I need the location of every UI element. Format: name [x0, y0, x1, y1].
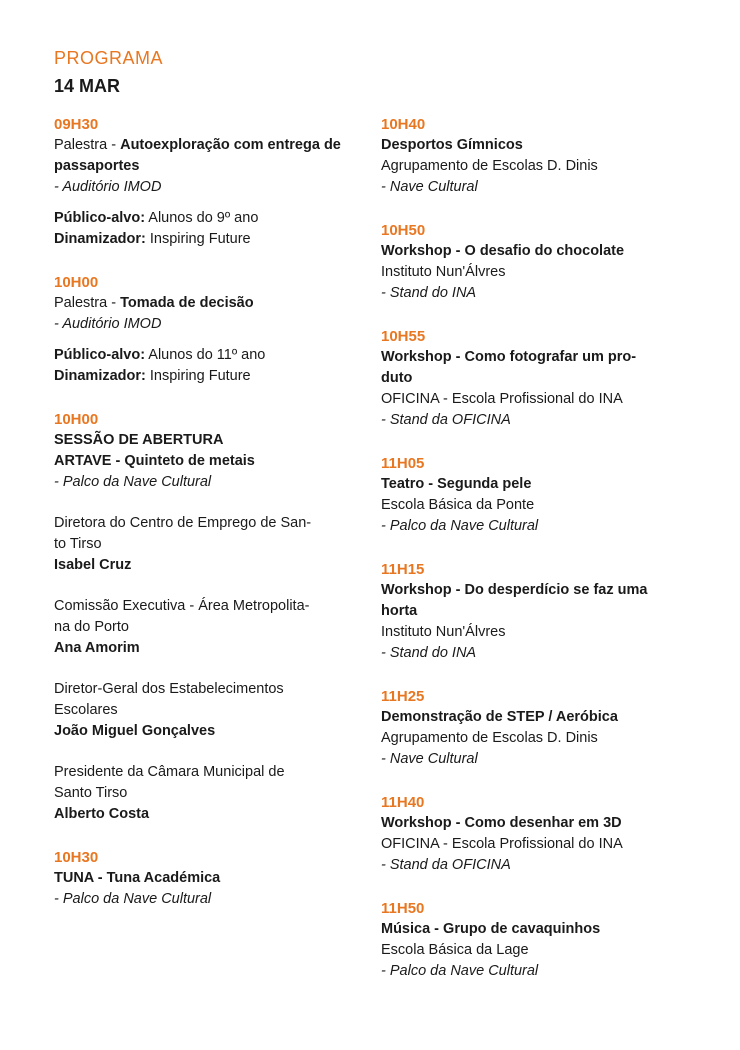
event-time: 10H50 — [381, 222, 426, 239]
event-title-text: Autoexploração com entrega de passaportes — [54, 137, 341, 174]
event-location: - Stand do INA — [381, 645, 477, 661]
event-title: Teatro - Segunda pele — [381, 476, 532, 492]
speaker-role: Diretor-Geral dos Estabelecimentos — [54, 681, 284, 697]
event-title: Workshop - Como fotografar um pro- — [381, 349, 637, 365]
event-title-text: Tomada de decisão — [120, 295, 254, 311]
audience-value: Alunos do 11º ano — [145, 347, 266, 363]
speaker-role: Santo Tirso — [54, 785, 128, 801]
event-0930 — [54, 114, 354, 250]
event-subtitle: ARTAVE - Quinteto de metais — [54, 453, 255, 469]
host-value: Inspiring Future — [145, 231, 251, 247]
speaker-role: Comissão Executiva - Área Metropolita- — [54, 598, 310, 614]
event-org: Instituto Nun'Álvres — [381, 624, 506, 640]
speaker-name: Ana Amorim — [54, 640, 140, 656]
event-type: Palestra - — [54, 295, 121, 311]
event-location: - Stand da OFICINA — [381, 412, 511, 428]
event-location: - Nave Cultural — [381, 179, 478, 195]
event-1000-palestra — [54, 272, 354, 387]
speaker-role: to Tirso — [54, 536, 102, 552]
event-org: Instituto Nun'Álvres — [381, 264, 506, 280]
event-location: - Nave Cultural — [381, 751, 478, 767]
event-1050 — [381, 220, 686, 304]
event-org: Escola Básica da Ponte — [381, 497, 535, 513]
host-label: Dinamizador: — [54, 368, 146, 384]
event-title: SESSÃO DE ABERTURA — [54, 432, 224, 448]
event-type: Palestra - — [54, 137, 121, 153]
event-info — [54, 208, 354, 250]
event-1105 — [381, 453, 686, 537]
event-title: Desportos Gímnicos — [381, 137, 523, 153]
event-title — [54, 135, 354, 177]
event-title: Workshop - Como desenhar em 3D — [381, 815, 622, 831]
speaker-name: João Miguel Gonçalves — [54, 723, 216, 739]
left-column — [54, 114, 354, 932]
event-1040 — [381, 114, 686, 198]
event-location: - Palco da Nave Cultural — [54, 891, 212, 907]
speaker-role: Diretora do Centro de Emprego de San- — [54, 515, 312, 531]
event-time: 10H00 — [54, 274, 99, 291]
event-time: 11H50 — [381, 900, 425, 917]
audience-label: Público-alvo: — [54, 210, 146, 226]
event-location: - Palco da Nave Cultural — [381, 963, 539, 979]
event-org: Agrupamento de Escolas D. Dinis — [381, 158, 598, 174]
event-time: 11H15 — [381, 561, 425, 578]
event-time: 10H00 — [54, 411, 99, 428]
host-label: Dinamizador: — [54, 231, 146, 247]
right-column — [381, 114, 686, 1004]
audience-label: Público-alvo: — [54, 347, 146, 363]
event-org: Agrupamento de Escolas D. Dinis — [381, 730, 598, 746]
event-time: 09H30 — [54, 116, 99, 133]
event-location: - Palco da Nave Cultural — [54, 474, 212, 490]
event-1115 — [381, 559, 686, 664]
event-time: 11H25 — [381, 688, 425, 705]
event-location: - Palco da Nave Cultural — [381, 518, 539, 534]
event-title: Workshop - Do desperdício se faz uma — [381, 582, 648, 598]
event-title: TUNA - Tuna Académica — [54, 870, 221, 886]
event-1125 — [381, 686, 686, 770]
event-org: Escola Básica da Lage — [381, 942, 529, 958]
event-1140 — [381, 792, 686, 876]
section-title: PROGRAMA — [54, 48, 164, 68]
speaker-name: Isabel Cruz — [54, 557, 132, 573]
event-title: Música - Grupo de cavaquinhos — [381, 921, 601, 937]
event-title: Workshop - O desafio do chocolate — [381, 243, 625, 259]
date-title: 14 MAR — [54, 76, 121, 96]
event-location: - Stand do INA — [381, 285, 477, 301]
audience-value: Alunos do 9º ano — [145, 210, 259, 226]
event-time: 10H55 — [381, 328, 426, 345]
speaker — [54, 513, 354, 576]
event-time: 11H05 — [381, 455, 425, 472]
host-value: Inspiring Future — [145, 368, 251, 384]
event-location: - Stand da OFICINA — [381, 857, 511, 873]
speaker-role: na do Porto — [54, 619, 129, 635]
speaker-name: Alberto Costa — [54, 806, 150, 822]
event-1030 — [54, 847, 354, 910]
event-location: - Auditório IMOD — [54, 316, 162, 332]
event-1150 — [381, 898, 686, 982]
speaker-role: Escolares — [54, 702, 118, 718]
event-title-cont: horta — [381, 603, 418, 619]
event-title: Demonstração de STEP / Aeróbica — [381, 709, 618, 725]
event-org: OFICINA - Escola Profissional do INA — [381, 836, 623, 852]
event-1055 — [381, 326, 686, 431]
event-1000-abertura — [54, 409, 354, 825]
speaker-role: Presidente da Câmara Municipal de — [54, 764, 285, 780]
event-org: OFICINA - Escola Profissional do INA — [381, 391, 623, 407]
event-time: 11H40 — [381, 794, 425, 811]
event-title — [54, 293, 354, 314]
event-title-cont: duto — [381, 370, 413, 386]
event-time: 10H40 — [381, 116, 426, 133]
speaker — [54, 679, 354, 742]
event-time: 10H30 — [54, 849, 99, 866]
speaker — [54, 762, 354, 825]
event-info — [54, 345, 354, 387]
event-location: - Auditório IMOD — [54, 179, 162, 195]
speaker — [54, 596, 354, 659]
program-heading — [54, 46, 163, 98]
